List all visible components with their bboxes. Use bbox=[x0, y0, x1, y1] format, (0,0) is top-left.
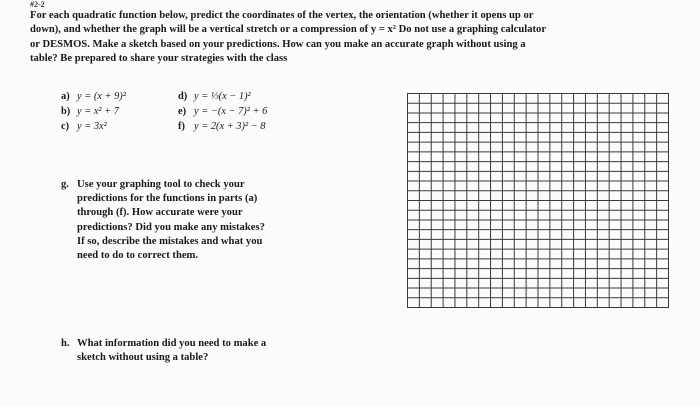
function-label: e) bbox=[178, 106, 187, 117]
function-equation: y = (x + 9)² bbox=[77, 91, 126, 102]
instructions-line: down), and whether the graph will be a vertical stretch or a compression of y = x² Do not use a graphing calculator bbox=[30, 24, 547, 36]
instructions-line: or DESMOS. Make a sketch based on your predictions. How can you make an accurate graph without using a bbox=[30, 38, 526, 50]
question-line: predictions for the functions in parts (a) bbox=[77, 193, 258, 205]
question-label: g. bbox=[61, 179, 69, 190]
function-a bbox=[61, 91, 126, 102]
function-label: b) bbox=[61, 106, 71, 117]
worksheet-code: #2-2 bbox=[30, 0, 45, 9]
function-label: a) bbox=[61, 91, 70, 102]
function-b bbox=[61, 106, 119, 117]
instructions-line: For each quadratic function below, predict the coordinates of the vertex, the orientation (whether it opens up or bbox=[30, 10, 534, 21]
instructions-line: table? Be prepared to share your strategies with the class bbox=[30, 52, 288, 64]
question-line: need to do to correct them. bbox=[77, 250, 199, 262]
graph-grid[interactable] bbox=[407, 93, 669, 308]
function-label: d) bbox=[178, 91, 188, 102]
function-equation: y = 2(x + 3)² − 8 bbox=[194, 121, 266, 132]
function-equation: y = x² + 7 bbox=[77, 106, 119, 117]
function-label: c) bbox=[61, 121, 70, 132]
question-label: h. bbox=[61, 338, 70, 349]
function-f bbox=[178, 121, 265, 132]
function-d bbox=[178, 91, 251, 102]
question-line: What information did you need to make a bbox=[77, 338, 267, 349]
function-c bbox=[61, 121, 107, 132]
question-line: through (f). How accurate were your bbox=[77, 207, 243, 219]
function-equation: y = ⅓(x − 1)² bbox=[194, 91, 251, 102]
function-equation: y = 3x² bbox=[77, 121, 107, 132]
question-line: Use your graphing tool to check your bbox=[77, 179, 245, 190]
question-h bbox=[61, 337, 361, 365]
question-g bbox=[61, 178, 361, 263]
function-equation: y = −(x − 7)² + 6 bbox=[194, 106, 268, 117]
instructions bbox=[30, 9, 680, 66]
function-label: f) bbox=[178, 121, 185, 132]
question-line: If so, describe the mistakes and what you bbox=[77, 235, 263, 247]
function-e bbox=[178, 106, 267, 117]
question-line: predictions? Did you make any mistakes? bbox=[77, 221, 265, 233]
question-line: sketch without using a table? bbox=[77, 352, 209, 364]
